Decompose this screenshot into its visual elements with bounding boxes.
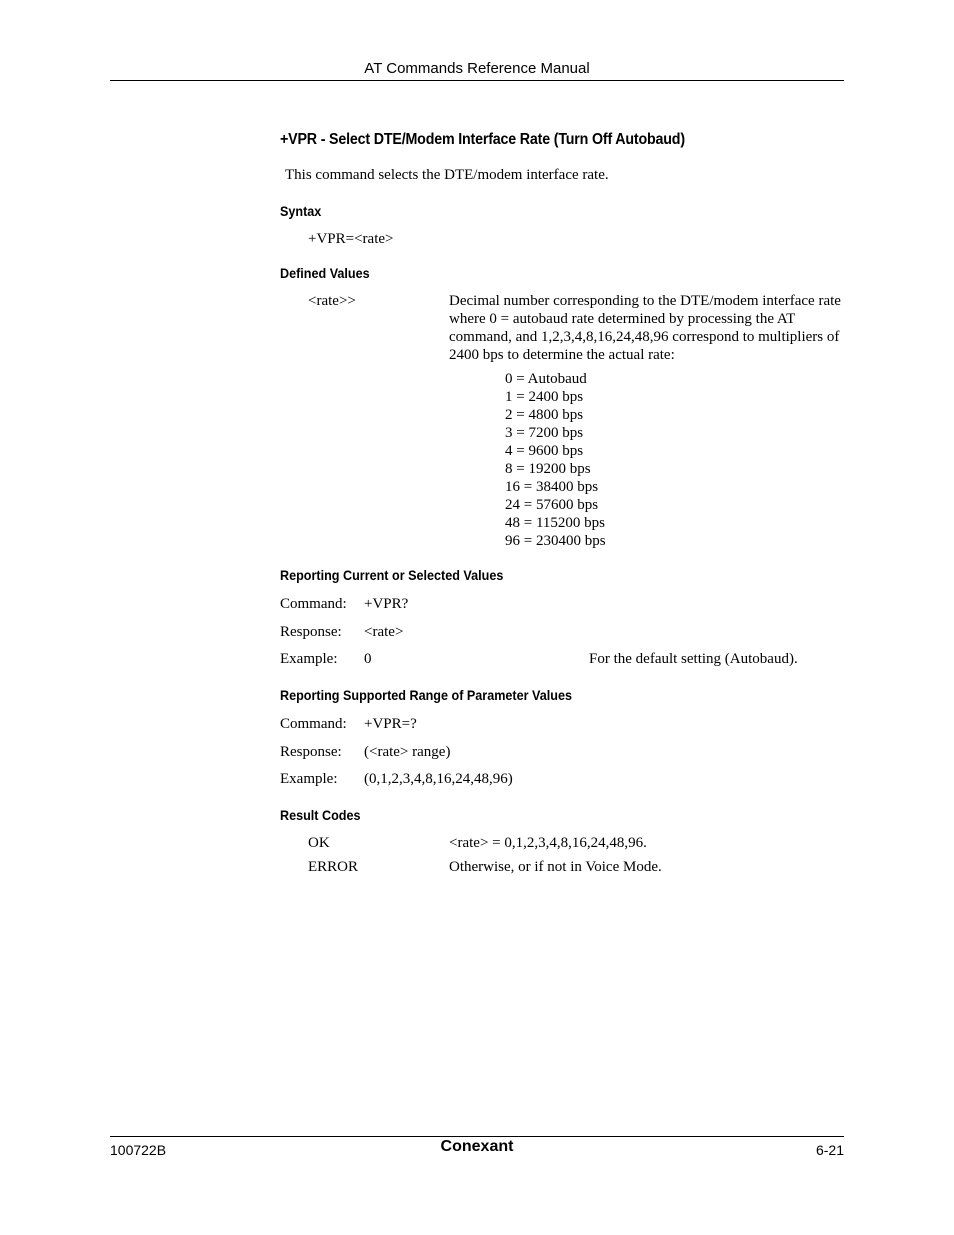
list-item: 4 = 9600 bps [505,443,584,459]
company-name: Conexant [440,1138,514,1155]
list-item: 16 = 38400 bps [505,479,599,495]
example-label: Example: [280,771,338,787]
footer-divider [110,1136,844,1137]
list-item: 2 = 4800 bps [505,407,584,423]
document-number: 100722B [110,1142,167,1158]
response-label: Response: [280,744,342,760]
example-note: For the default setting (Autobaud). [589,651,798,667]
example-label: Example: [280,651,338,667]
list-item: 8 = 19200 bps [505,461,591,477]
syntax-heading: Syntax [280,203,322,219]
response-value: (<rate> range) [364,744,451,760]
command-label: Command: [280,596,347,612]
list-item: 3 = 7200 bps [505,425,584,441]
command-label: Command: [280,716,347,732]
list-item: 96 = 230400 bps [505,533,606,549]
result-code-ok-description: <rate> = 0,1,2,3,4,8,16,24,48,96. [449,835,647,851]
defined-values-heading: Defined Values [280,265,370,281]
result-code-ok: OK [308,835,330,851]
command-value: +VPR=? [364,716,417,732]
response-label: Response: [280,624,342,640]
header-divider [110,80,844,81]
syntax-text: +VPR=<rate> [308,231,394,247]
list-item: 0 = Autobaud [505,371,587,387]
section-intro: This command selects the DTE/modem interface rate. [285,167,609,183]
rate-values-list [505,370,606,550]
page-number: 6-21 [815,1142,844,1158]
list-item: 24 = 57600 bps [505,497,599,513]
running-header: AT Commands Reference Manual [364,60,590,77]
result-code-error: ERROR [308,859,359,875]
section-title: +VPR - Select DTE/Modem Interface Rate (Turn Off Autobaud) [280,131,685,148]
response-value: <rate> [364,624,404,640]
parameter-description: Decimal number corresponding to the DTE/modem interface rate where 0 = autobaud rate determined by processing the AT command, and 1,2,3,4,8,16,24,48,96 correspond to multipliers of 2400 bps to determine the actual rate: [449,293,841,363]
example-value: 0 [364,651,372,667]
parameter-name: <rate>> [308,293,356,309]
example-value: (0,1,2,3,4,8,16,24,48,96) [364,771,513,787]
result-codes-heading: Result Codes [280,807,361,823]
result-code-error-description: Otherwise, or if not in Voice Mode. [449,859,662,875]
command-value: +VPR? [364,596,409,612]
list-item: 48 = 115200 bps [505,515,605,531]
reporting-range-heading: Reporting Supported Range of Parameter Values [280,687,572,703]
list-item: 1 = 2400 bps [505,389,584,405]
reporting-current-heading: Reporting Current or Selected Values [280,567,504,583]
